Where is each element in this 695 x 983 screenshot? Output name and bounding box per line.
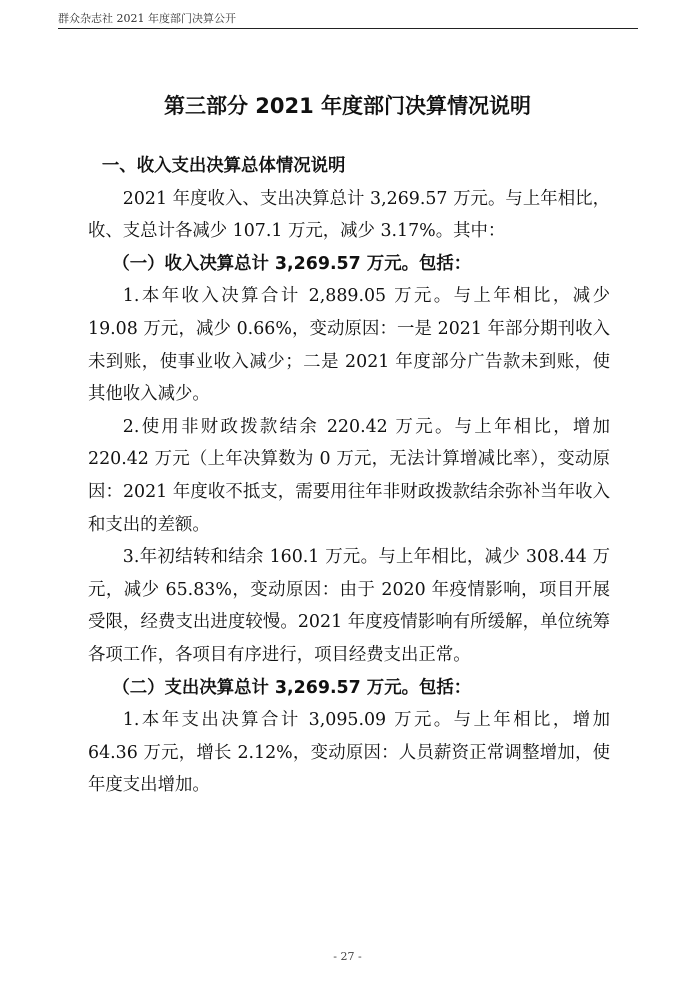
- income-item-2: 2.使用非财政拨款结余 220.42 万元。与上年相比，增加 220.42 万元（上年决算数为 0 万元，无法计算增减比率），变动原因：2021 年度收不抵支，需要用往年非财政拨款结余弥补当年收入和支出的差额。: [88, 416, 610, 535]
- income-item-3: 3.年初结转和结余 160.1 万元。与上年相比，减少 308.44 万元，减少 65.83%，变动原因：由于 2020 年疫情影响，项目开展受限，经费支出进度较慢。2021 年度疫情影响有所缓解，单位统筹各项工作，各项目有序进行，项目经费支出正常。: [88, 547, 610, 665]
- expense-item-1: 1.本年支出决算合计 3,095.09 万元。与上年相比，增加 64.36 万元，增长 2.12%，变动原因：人员薪资正常调整增加，使年度支出增加。: [88, 710, 610, 796]
- income-heading: （一）收入决算总计 3,269.57 万元。包括：: [112, 253, 472, 274]
- income-item-1: 1.本年收入决算合计 2,889.05 万元。与上年相比，减少 19.08 万元，减少 0.66%，变动原因：一是 2021 年部分期刊收入未到账，使事业收入减少；二是 2021 年度部分广告款未到账，使其他收入减少。: [88, 286, 610, 405]
- section-heading: 一、收入支出决算总体情况说明: [101, 156, 346, 176]
- document-body: [88, 150, 610, 802]
- page-number: - 27 -: [333, 950, 362, 963]
- expense-heading: （二）支出决算总计 3,269.57 万元。包括：: [112, 677, 472, 698]
- page-header: 群众杂志社 2021 年度部门决算公开: [58, 12, 236, 25]
- page-title: 第三部分 2021 年度部门决算情况说明: [163, 94, 532, 118]
- intro-paragraph: 2021 年度收入、支出决算总计 3,269.57 万元。与上年相比，收、支总计各减少 107.1 万元，减少 3.17%。其中：: [88, 188, 610, 242]
- header-divider: [58, 28, 638, 29]
